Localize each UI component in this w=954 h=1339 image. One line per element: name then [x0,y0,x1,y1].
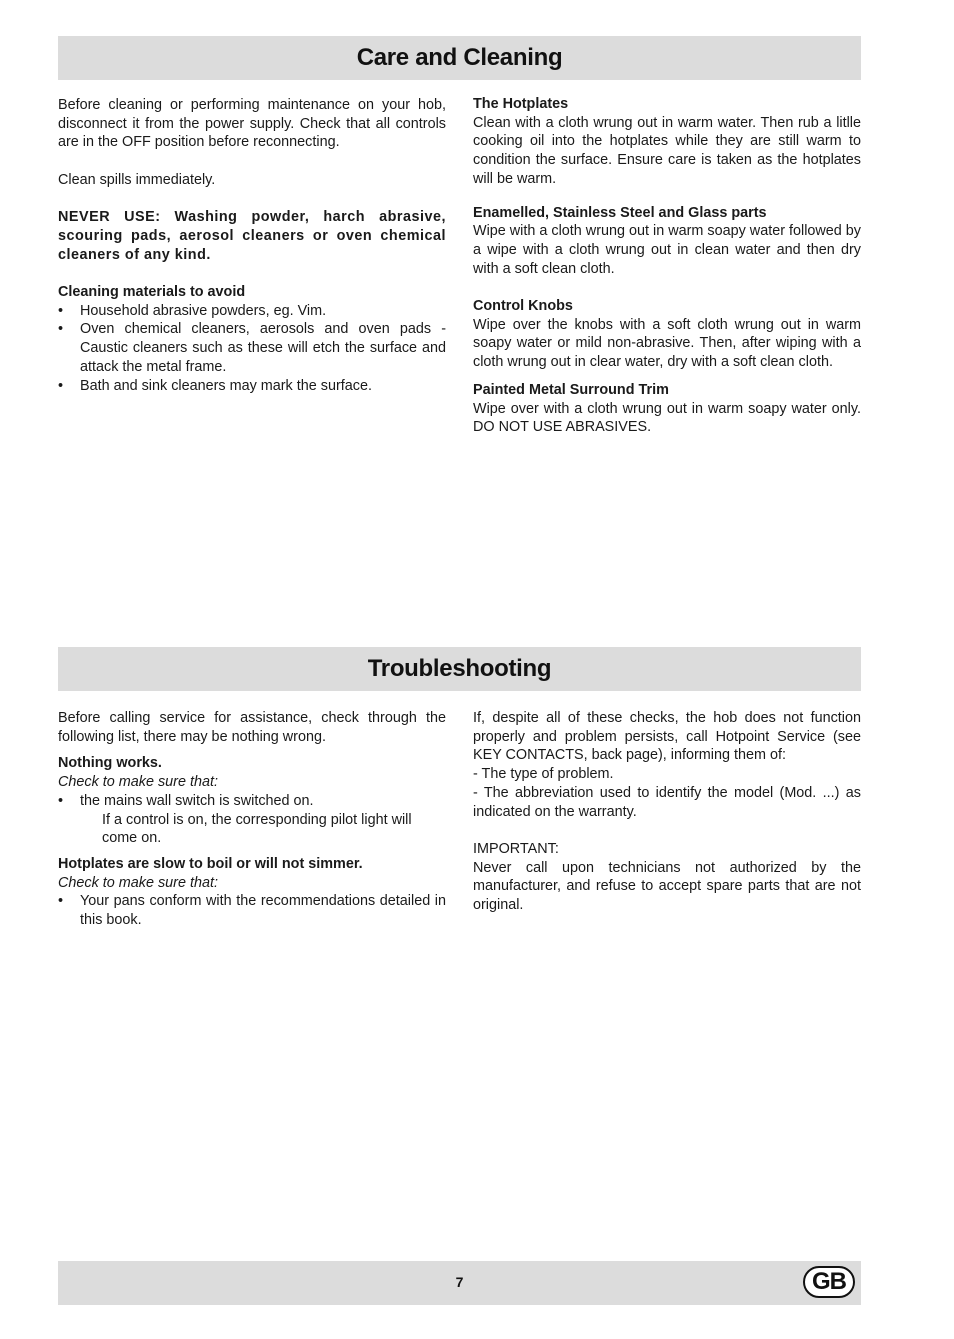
page-footer [58,1261,861,1305]
slow-boil-heading: Hotplates are slow to boil or will not simmer. [58,855,363,872]
never-use-warning: NEVER USE: Washing powder, harch abrasive, scouring pads, aerosol cleaners or oven chemical cleaners of any kind. [58,209,446,263]
list-item: • Bath and sink cleaners may mark the surface. [58,377,446,396]
nothing-works-list [58,792,446,811]
troubleshooting-banner [58,647,861,691]
trouble-right-column [473,709,861,915]
avoid-heading: Cleaning materials to avoid [58,283,246,300]
trim-heading: Painted Metal Surround Trim [473,381,669,398]
care-intro: Before cleaning or performing maintenance on your hob, disconnect it from the power supply. Check that all controls are in the OFF position before reconnecting. [58,97,446,151]
avoid-list [58,302,446,396]
enamelled-text: Wipe with a cloth wrung out in warm soapy water followed by a wipe with a cloth wrung out in clean water and then dry with a soft clean cloth. [473,223,861,277]
problem-type-line: - The type of problem. [473,766,614,783]
care-left-column [58,96,446,395]
slow-boil-check: Check to make sure that: [58,874,218,891]
despite-checks-text: If, despite all of these checks, the hob does not function properly and problem persists, call Hotpoint Service (see KEY CONTACTS, back page), informing them of: [473,710,861,764]
care-right-column [473,95,861,437]
list-item: • Household abrasive powders, eg. Vim. [58,302,446,321]
important-label: IMPORTANT: [473,840,559,857]
care-spills: Clean spills immediately. [58,171,216,188]
important-text: Never call upon technicians not authorized by the manufacturer, and refuse to accept spare parts that are not original. [473,859,861,914]
list-item: • the mains wall switch is switched on. [58,792,446,811]
page-number: 7 [455,1274,464,1290]
care-cleaning-title: Care and Cleaning [356,44,563,71]
hotplates-heading: The Hotplates [473,96,569,112]
enamelled-heading: Enamelled, Stainless Steel and Glass parts [473,204,767,221]
nothing-works-heading: Nothing works. [58,755,162,772]
troubleshooting-title: Troubleshooting [367,655,552,682]
knobs-text: Wipe over the knobs with a soft cloth wrung out in warm soapy water or mild non-abrasive. Then, after wiping with a cloth wrung out in clear water, dry with a soft clean cloth. [473,316,861,371]
model-abbrev-line: - The abbreviation used to identify the model (Mod. ...) as indicated on the warranty. [473,784,861,820]
gb-badge-label: GB [812,1268,846,1295]
list-item: • Oven chemical cleaners, aerosols and oven pads - Caustic cleaners such as these will etch the surface and attack the metal frame. [58,320,446,376]
hotplates-text: Clean with a cloth wrung out in warm water. Then rub a litlle cooking oil into the hotplates while they are still warm to condition the surface. Ensure care is taken as the hotplates will be warm. [473,114,861,187]
knobs-heading: Control Knobs [473,298,573,315]
trim-text: Wipe over with a cloth wrung out in warm soapy water only. DO NOT USE ABRASIVES. [473,400,861,436]
trouble-intro: Before calling service for assistance, check through the following list, there may be nothing wrong. [58,710,446,745]
gb-country-badge [803,1266,855,1298]
care-cleaning-banner [58,36,861,80]
slow-boil-list [58,892,446,929]
nothing-works-subnote: If a control is on, the corresponding pilot light will come on. [102,811,412,847]
nothing-works-check: Check to make sure that: [58,774,218,791]
trouble-left-column [58,709,446,930]
list-item: • Your pans conform with the recommendations detailed in this book. [58,892,446,929]
